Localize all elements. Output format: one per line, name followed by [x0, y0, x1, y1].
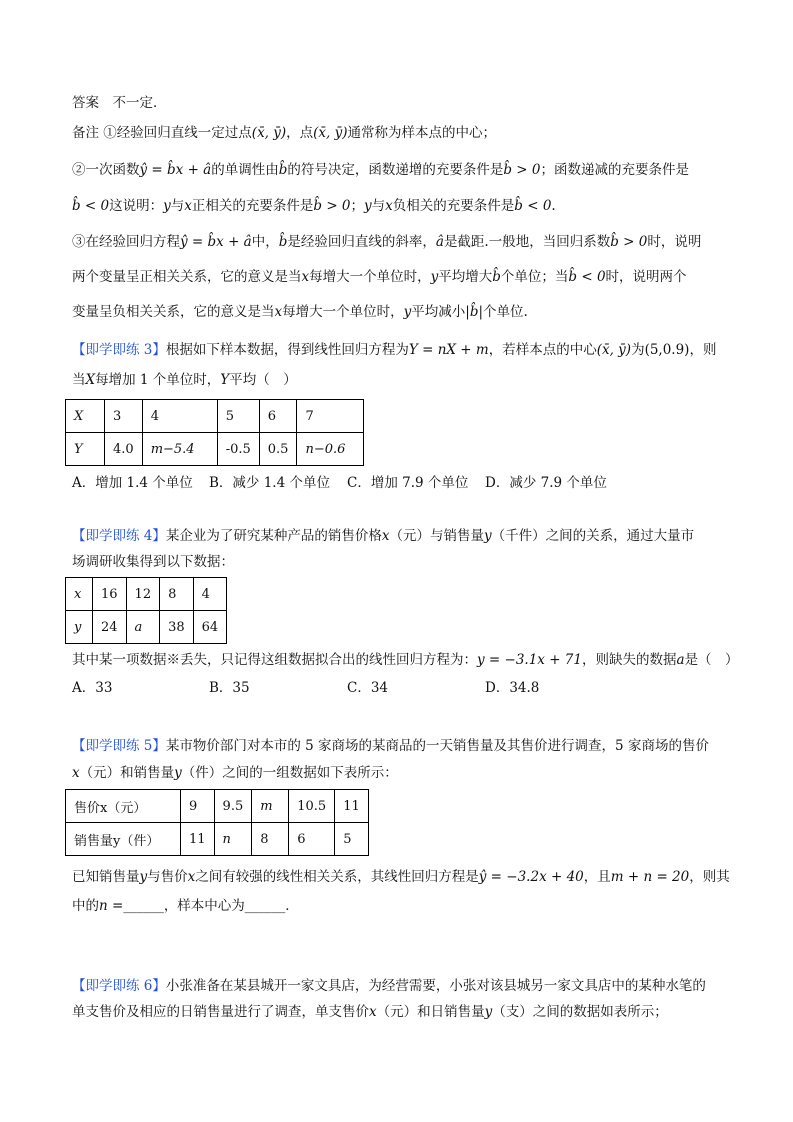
stem-text: 平均（ ） [229, 372, 297, 388]
math-var: X [85, 372, 96, 388]
table-cell: 4.0 [105, 433, 143, 466]
table-cell: 16 [93, 578, 127, 611]
table-cell: y [66, 611, 93, 644]
stem-text: 已知销售量 [72, 869, 140, 885]
math-var: x [274, 304, 283, 320]
stem-text: ，且 [583, 869, 611, 885]
note-text: 中， [251, 234, 279, 250]
stem-text: （元）和日销售量 [376, 1004, 485, 1020]
stem-text: 为 [631, 342, 645, 358]
exercise-tag: 【即学即练 6】 [72, 978, 166, 994]
table-cell: m [252, 790, 289, 823]
option-d: D．减少 7.9 个单位 [485, 475, 607, 491]
math-var: x [369, 1004, 377, 1020]
stem-text: ______，样本中心为______． [123, 898, 299, 914]
note-text: ； [350, 198, 365, 214]
stem-text: （千件）之间的关系，通过大量市 [491, 528, 695, 544]
table-cell: m−5.4 [142, 433, 217, 466]
math-cond: m + n = 20 [610, 869, 690, 885]
table-cell: X [66, 400, 105, 433]
math-var: x [301, 269, 310, 285]
stem-text: 某市物价部门对本市的 5 家商场的某商品的一天销售量及其售价进行调查，5 家商场的售价 [165, 738, 709, 754]
exercise-tag: 【即学即练 3】 [72, 342, 166, 358]
table-row [66, 790, 369, 823]
stem-text: （元）和销售量 [79, 765, 175, 781]
table-cell: 11 [335, 790, 369, 823]
math-gt: b̂ > 0 [503, 162, 541, 178]
math-var: y [484, 1004, 493, 1020]
math-abs: |b̂| [465, 304, 484, 320]
stem-text: ，若样本点的中心 [488, 342, 597, 358]
math-var: x [184, 198, 192, 214]
note-text: 平均增大 [438, 269, 493, 285]
exercise-6-stem [72, 977, 706, 995]
table-cell: n−0.6 [297, 433, 364, 466]
table-cell: 64 [193, 611, 227, 644]
note-text: 通常称为样本点的中心； [347, 125, 497, 141]
option-b: B．减少 1.4 个单位 [209, 475, 330, 491]
table-cell: 24 [93, 611, 127, 644]
table-cell: 10.5 [289, 790, 335, 823]
exercise-tag: 【即学即练 5】 [72, 738, 166, 754]
exercise-5-stem-2 [72, 764, 398, 782]
math-eq: y = −3.1x + 71 [477, 652, 582, 668]
table-row [66, 400, 364, 433]
note-text: ；函数递减的充要条件是 [540, 162, 689, 178]
note-text: 平均减小 [411, 304, 466, 320]
exercise-6-stem-2 [72, 1003, 668, 1021]
stem-text: 小张准备在某县城开一家文具店，为经营需要，小张对该县城另一家文具店中的某种水笔的 [165, 978, 706, 994]
stem-text: ，则 [689, 342, 717, 358]
table-cell: -0.5 [217, 433, 259, 466]
math-var: Y [220, 372, 230, 388]
table-cell: n [214, 823, 252, 856]
option-b: B．35 [209, 680, 250, 696]
math-var: y [163, 198, 171, 214]
note-text: 的符号决定，函数递增的充要条件是 [287, 162, 504, 178]
note-2b [72, 197, 556, 215]
exercise-5-stem-4 [72, 897, 299, 915]
table-cell: 销售量y（件） [66, 823, 181, 856]
table-cell: 8 [252, 823, 289, 856]
table-cell: 38 [160, 611, 194, 644]
math-var: a [676, 652, 685, 668]
math-var: x [385, 198, 393, 214]
math-var: y [139, 869, 148, 885]
note-text: 个单位；当 [500, 269, 569, 285]
math-var: x [187, 869, 196, 885]
exercise-5-stem [72, 737, 709, 755]
math-var: x [72, 765, 80, 781]
math-point: (x̄, ȳ) [596, 342, 632, 358]
math-value: (5,0.9) [644, 342, 690, 358]
table-cell: 5 [335, 823, 369, 856]
stem-text: 每增加 1 个单位时， [95, 372, 221, 388]
note-3b [72, 268, 687, 286]
note-text: ，点 [286, 125, 314, 141]
note-1 [72, 124, 496, 142]
table-cell: 7 [297, 400, 364, 433]
stem-text: 根据如下样本数据，得到线性回归方程为 [165, 342, 409, 358]
table-cell: 9 [181, 790, 215, 823]
math-bhat: b̂ [492, 269, 501, 285]
option-a: A．33 [72, 680, 113, 696]
table-row [66, 578, 227, 611]
note-text: 与 [170, 198, 185, 214]
option-c: C．增加 7.9 个单位 [347, 475, 469, 491]
table-cell: x [66, 578, 93, 611]
table-cell: 8 [160, 578, 194, 611]
note-3 [72, 233, 701, 251]
exercise-5-stem-3 [72, 868, 730, 886]
table-cell: 3 [105, 400, 143, 433]
note-2 [72, 161, 689, 179]
math-bhat: b̂ [278, 162, 288, 178]
math-lt: b̂ < 0 [568, 269, 606, 285]
math-ahat: â [435, 234, 444, 250]
note-text: 正相关的充要条件是 [191, 198, 314, 214]
math-var: y [364, 198, 372, 214]
stem-text: 当 [72, 372, 86, 388]
math-var: y [174, 765, 182, 781]
exercise-5-table [65, 789, 369, 856]
stem-text: ，则其 [689, 869, 730, 885]
note-text: . [551, 198, 556, 214]
math-gt: b̂ > 0 [610, 234, 648, 250]
exercise-3-table [65, 399, 364, 466]
note-text: 是经验回归直线的斜率， [287, 234, 436, 250]
table-row [66, 611, 227, 644]
note-text: 变量呈负相关关系，它的意义是当 [72, 304, 275, 320]
stem-text: 单支售价及相应的日销售量进行了调查，单支售价 [72, 1004, 369, 1020]
note-text: ③在经验回归方程 [72, 234, 180, 250]
table-cell: 4 [142, 400, 217, 433]
table-cell: a [126, 611, 160, 644]
math-eq: ŷ = b̂x + â [139, 162, 212, 178]
math-eq: Y = nX + m [408, 342, 489, 358]
table-cell: 0.5 [259, 433, 297, 466]
table-cell: 5 [217, 400, 259, 433]
math-eq: ŷ = b̂x + â [180, 234, 252, 250]
note-text: 每增大一个单位时， [282, 304, 404, 320]
math-bhat: b̂ [278, 234, 288, 250]
math-var: y [484, 528, 492, 544]
math-var: y [403, 304, 412, 320]
math-point: (x̄, ȳ) [313, 125, 348, 141]
stem-text: （支）之间的数据如表所示； [492, 1004, 668, 1020]
table-cell: 售价x（元） [66, 790, 181, 823]
option-c: C．34 [347, 680, 389, 696]
math-var: y [430, 269, 439, 285]
exercise-3-stem-2 [72, 371, 297, 389]
stem-text: 其中某一项数据※丢失，只记得这组数据拟合出的线性回归方程为： [72, 652, 477, 668]
exercise-3-stem [72, 341, 716, 359]
note-text: 两个变量呈正相关关系，它的意义是当 [72, 269, 302, 285]
exercise-4-stem-2: 场调研收集得到以下数据： [72, 554, 234, 570]
math-lt: b̂ < 0 [514, 198, 552, 214]
stem-text: （元）与销售量 [389, 528, 485, 544]
stem-text: （件）之间的一组数据如下表所示： [181, 765, 398, 781]
math-eq: ŷ = −3.2x + 40 [478, 869, 584, 885]
note-3c [72, 303, 528, 321]
note-text: 时，说明 [647, 234, 702, 250]
exercise-4-table [65, 577, 227, 644]
exercise-4-stem-3 [72, 651, 739, 669]
note-text: 时，说明两个 [605, 269, 687, 285]
math-var: n = [99, 898, 124, 914]
option-a: A．增加 1.4 个单位 [72, 475, 193, 491]
table-cell: 6 [289, 823, 335, 856]
note-text: 每增大一个单位时， [309, 269, 431, 285]
exercise-tag: 【即学即练 4】 [72, 528, 166, 544]
table-cell: 12 [126, 578, 160, 611]
note-text: 负相关的充要条件是 [392, 198, 515, 214]
stem-text: 是（ ） [684, 652, 739, 668]
note-text: 的单调性由 [211, 162, 279, 178]
math-var: x [381, 528, 390, 544]
math-lt: b̂ < 0 [72, 198, 110, 214]
table-cell: 9.5 [214, 790, 252, 823]
math-gt: b̂ > 0 [313, 198, 351, 214]
option-d: D．34.8 [485, 680, 540, 696]
exercise-4-stem [72, 527, 694, 545]
stem-text: 与售价 [147, 869, 188, 885]
note-text: ②一次函数 [72, 162, 140, 178]
table-cell: 4 [193, 578, 227, 611]
note-text: 个单位. [483, 304, 528, 320]
table-cell: 6 [259, 400, 297, 433]
table-row [66, 823, 369, 856]
note-text: 与 [371, 198, 386, 214]
math-point: (x̄, ȳ) [251, 125, 287, 141]
table-cell: 11 [181, 823, 215, 856]
stem-text: 之间有较强的线性相关关系，其线性回归方程是 [195, 869, 479, 885]
note-text: 是截距.一般地，当回归系数 [443, 234, 611, 250]
note-text: 备注 ①经验回归直线一定过点 [72, 125, 252, 141]
answer-line: 答案 不一定． [72, 95, 167, 111]
stem-text: ，则缺失的数据 [582, 652, 677, 668]
stem-text: 中的 [72, 898, 99, 914]
stem-text: 某企业为了研究某种产品的销售价格 [165, 528, 382, 544]
note-text: 这说明： [109, 198, 164, 214]
table-row [66, 433, 364, 466]
table-cell: Y [66, 433, 105, 466]
